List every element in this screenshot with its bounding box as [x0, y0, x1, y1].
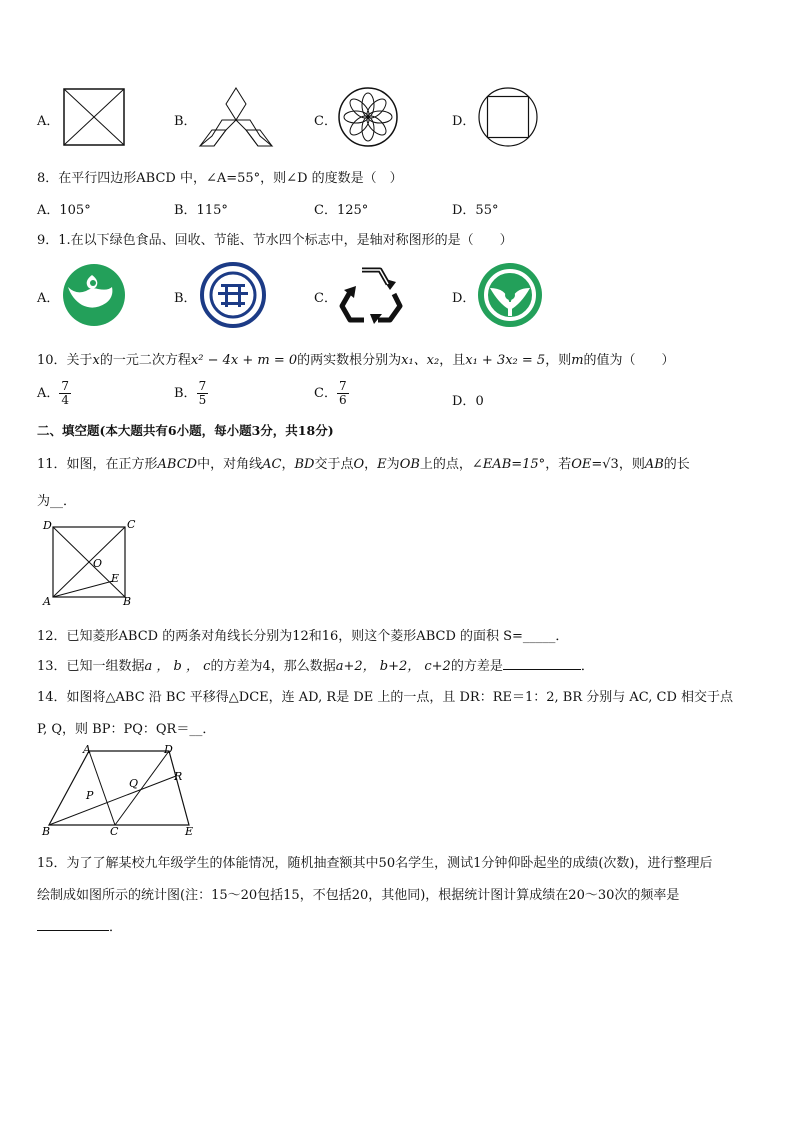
q11-text: 中，对角线 — [197, 457, 263, 472]
q11-ac: AC — [262, 457, 282, 472]
q10-equation: x² − 4x + m = 0 — [190, 353, 298, 368]
q14-parallelogram-figure — [40, 742, 205, 837]
q11-square-figure — [40, 516, 140, 611]
square-with-diagonals-icon — [63, 88, 125, 146]
q11-text: 交于点 — [314, 457, 354, 472]
q11-ob: OB — [399, 457, 420, 472]
q14-label-q: Q — [129, 777, 139, 790]
q12-text: 12．已知菱形ABCD 的两条对角线长分别为12和16，则这个菱形ABCD 的面积 S=_____． — [37, 629, 569, 644]
q14-label-d: D — [164, 743, 173, 756]
q11-line2: 为__． — [37, 494, 77, 509]
q9-option-b-label: B． — [174, 291, 197, 306]
q10-suffix: 的值为（ ） — [583, 353, 675, 368]
three-rhombus-logo-icon — [200, 86, 272, 148]
flower-in-circle-icon — [338, 87, 398, 147]
q10-option-c-fraction — [337, 380, 349, 407]
q10-roots: x₁、x₂ — [401, 353, 440, 368]
q10-option-b-fraction — [197, 380, 209, 407]
q11-text: 11．如图，在正方形 — [37, 457, 158, 472]
q9-option-d-label: D． — [452, 291, 476, 306]
q11-o: O — [353, 457, 365, 472]
q10-mid1: 的一元二次方程 — [99, 353, 191, 368]
q11-label-o: O — [93, 557, 103, 570]
q15-line2: 绘制成如图所示的统计图(注：15～20包括15，不包括20，其他同)，根据统计图计算成绩在20～30次的频率是 — [37, 888, 680, 903]
q11-label-b: B — [123, 595, 132, 608]
q11-text: 的长 — [663, 457, 690, 472]
q10-mid3: ，且 — [439, 353, 466, 368]
q8-option-d: D．55° — [452, 203, 499, 218]
q13-text-a: 13．已知一组数据 — [37, 659, 145, 674]
q11-label-e: E — [111, 572, 120, 585]
q7-option-d-label: D． — [452, 114, 476, 129]
q15-answer-blank[interactable] — [37, 930, 109, 931]
q9-option-a-label: A． — [37, 291, 60, 306]
q8-option-c: C．125° — [314, 203, 369, 218]
square-in-circle-icon — [478, 87, 538, 147]
q7-option-c-label: C． — [314, 114, 337, 129]
q11-ab: AB — [644, 457, 664, 472]
q11-bd: BD — [294, 457, 315, 472]
section-2-heading: 二、填空题(本大题共有6小题，每小题3分，共18分) — [37, 423, 334, 438]
fraction-numerator: 7 — [198, 379, 207, 393]
q11-oe: OE= — [571, 457, 603, 472]
q11-text: 为 — [386, 457, 400, 472]
q14-label-r: R — [174, 770, 183, 783]
q10-var-m: m — [571, 353, 584, 368]
q10-option-c-label: C． — [314, 386, 337, 401]
q10-var-x: x — [92, 353, 100, 368]
q8-option-b: B．115° — [174, 203, 228, 218]
fraction-denominator: 6 — [338, 393, 347, 407]
q8-stem: 8．在平行四边形ABCD 中，∠A=55°，则∠D 的度数是（ ） — [37, 171, 403, 186]
q7-option-b-label: B． — [174, 114, 197, 129]
q10-option-d-value: 0 — [475, 394, 484, 409]
q15-line3 — [37, 916, 122, 935]
q14-label-a: A — [83, 743, 91, 756]
q14-line2: P, Q，则 BP：PQ：QR＝__． — [37, 722, 216, 737]
q13-text — [37, 655, 594, 674]
q11-label-a: A — [43, 595, 51, 608]
q10-option-c — [314, 380, 349, 407]
q11-sqrt: √3 — [602, 457, 619, 472]
q10-option-b-label: B． — [174, 386, 197, 401]
q10-prefix: 10．关于 — [37, 353, 93, 368]
q13-end: ． — [580, 659, 594, 674]
fraction-denominator: 4 — [61, 393, 70, 407]
q11-text: ， — [281, 457, 295, 472]
q13-vars: a ， b ， c — [144, 659, 211, 674]
q11-label-c: C — [127, 518, 136, 531]
q11-label-d: D — [43, 519, 52, 532]
recycling-station-logo-icon — [200, 262, 266, 328]
q14-label-e: E — [185, 825, 194, 838]
q14-label-b: B — [42, 825, 51, 838]
q11-text: ，则 — [618, 457, 645, 472]
q10-stem — [37, 349, 675, 368]
q11-text: ，若 — [545, 457, 572, 472]
q13-text-c: 的方差是 — [450, 659, 503, 674]
q11-e: E — [377, 457, 387, 472]
q10-option-a-label: A． — [37, 386, 60, 401]
green-food-logo-icon — [62, 263, 126, 327]
q10-option-a — [37, 380, 71, 407]
q13-data: a+2， b+2， c+2 — [335, 659, 451, 674]
q15-end: ． — [109, 920, 123, 935]
recycle-arrows-icon — [338, 262, 404, 326]
q14-label-c: C — [110, 825, 119, 838]
q8-option-a: A．105° — [37, 203, 91, 218]
q10-option-d-label: D． — [452, 394, 476, 409]
water-saving-logo-icon — [477, 262, 543, 328]
q14-line1: 14．如图将△ABC 沿 BC 平移得△DCE，连 AD, R是 DE 上的一点，且 DR：RE＝1：2, BR 分别与 AC, CD 相交于点 — [37, 690, 734, 705]
fraction-numerator: 7 — [61, 379, 70, 393]
q11-line1 — [37, 453, 690, 472]
q11-abcd: ABCD — [157, 457, 198, 472]
q9-option-c-label: C． — [314, 291, 337, 306]
q11-angle: ∠EAB=15° — [471, 457, 546, 472]
q10-mid4: ，则 — [545, 353, 572, 368]
q13-answer-blank[interactable] — [503, 669, 581, 670]
fraction-denominator: 5 — [198, 393, 207, 407]
q15-line1: 15．为了了解某校九年级学生的体能情况，随机抽查额其中50名学生，测试1分钟仰卧起坐的成绩(次数)，进行整理后 — [37, 856, 713, 871]
q7-option-a-label: A． — [37, 114, 60, 129]
q13-text-b: 的方差为4，那么数据 — [210, 659, 336, 674]
q11-text: ， — [364, 457, 378, 472]
q10-option-b — [174, 380, 208, 407]
q9-stem: 9．1.在以下绿色食品、回收、节能、节水四个标志中，是轴对称图形的是（ ） — [37, 233, 513, 248]
q11-text: 上的点， — [419, 457, 472, 472]
q10-option-a-fraction — [59, 380, 71, 407]
q14-label-p: P — [86, 789, 94, 802]
q10-mid2: 的两实数根分别为 — [297, 353, 402, 368]
q10-option-d — [452, 390, 484, 409]
fraction-numerator: 7 — [338, 379, 347, 393]
q10-condition: x₁ + 3x₂ = 5 — [465, 353, 546, 368]
